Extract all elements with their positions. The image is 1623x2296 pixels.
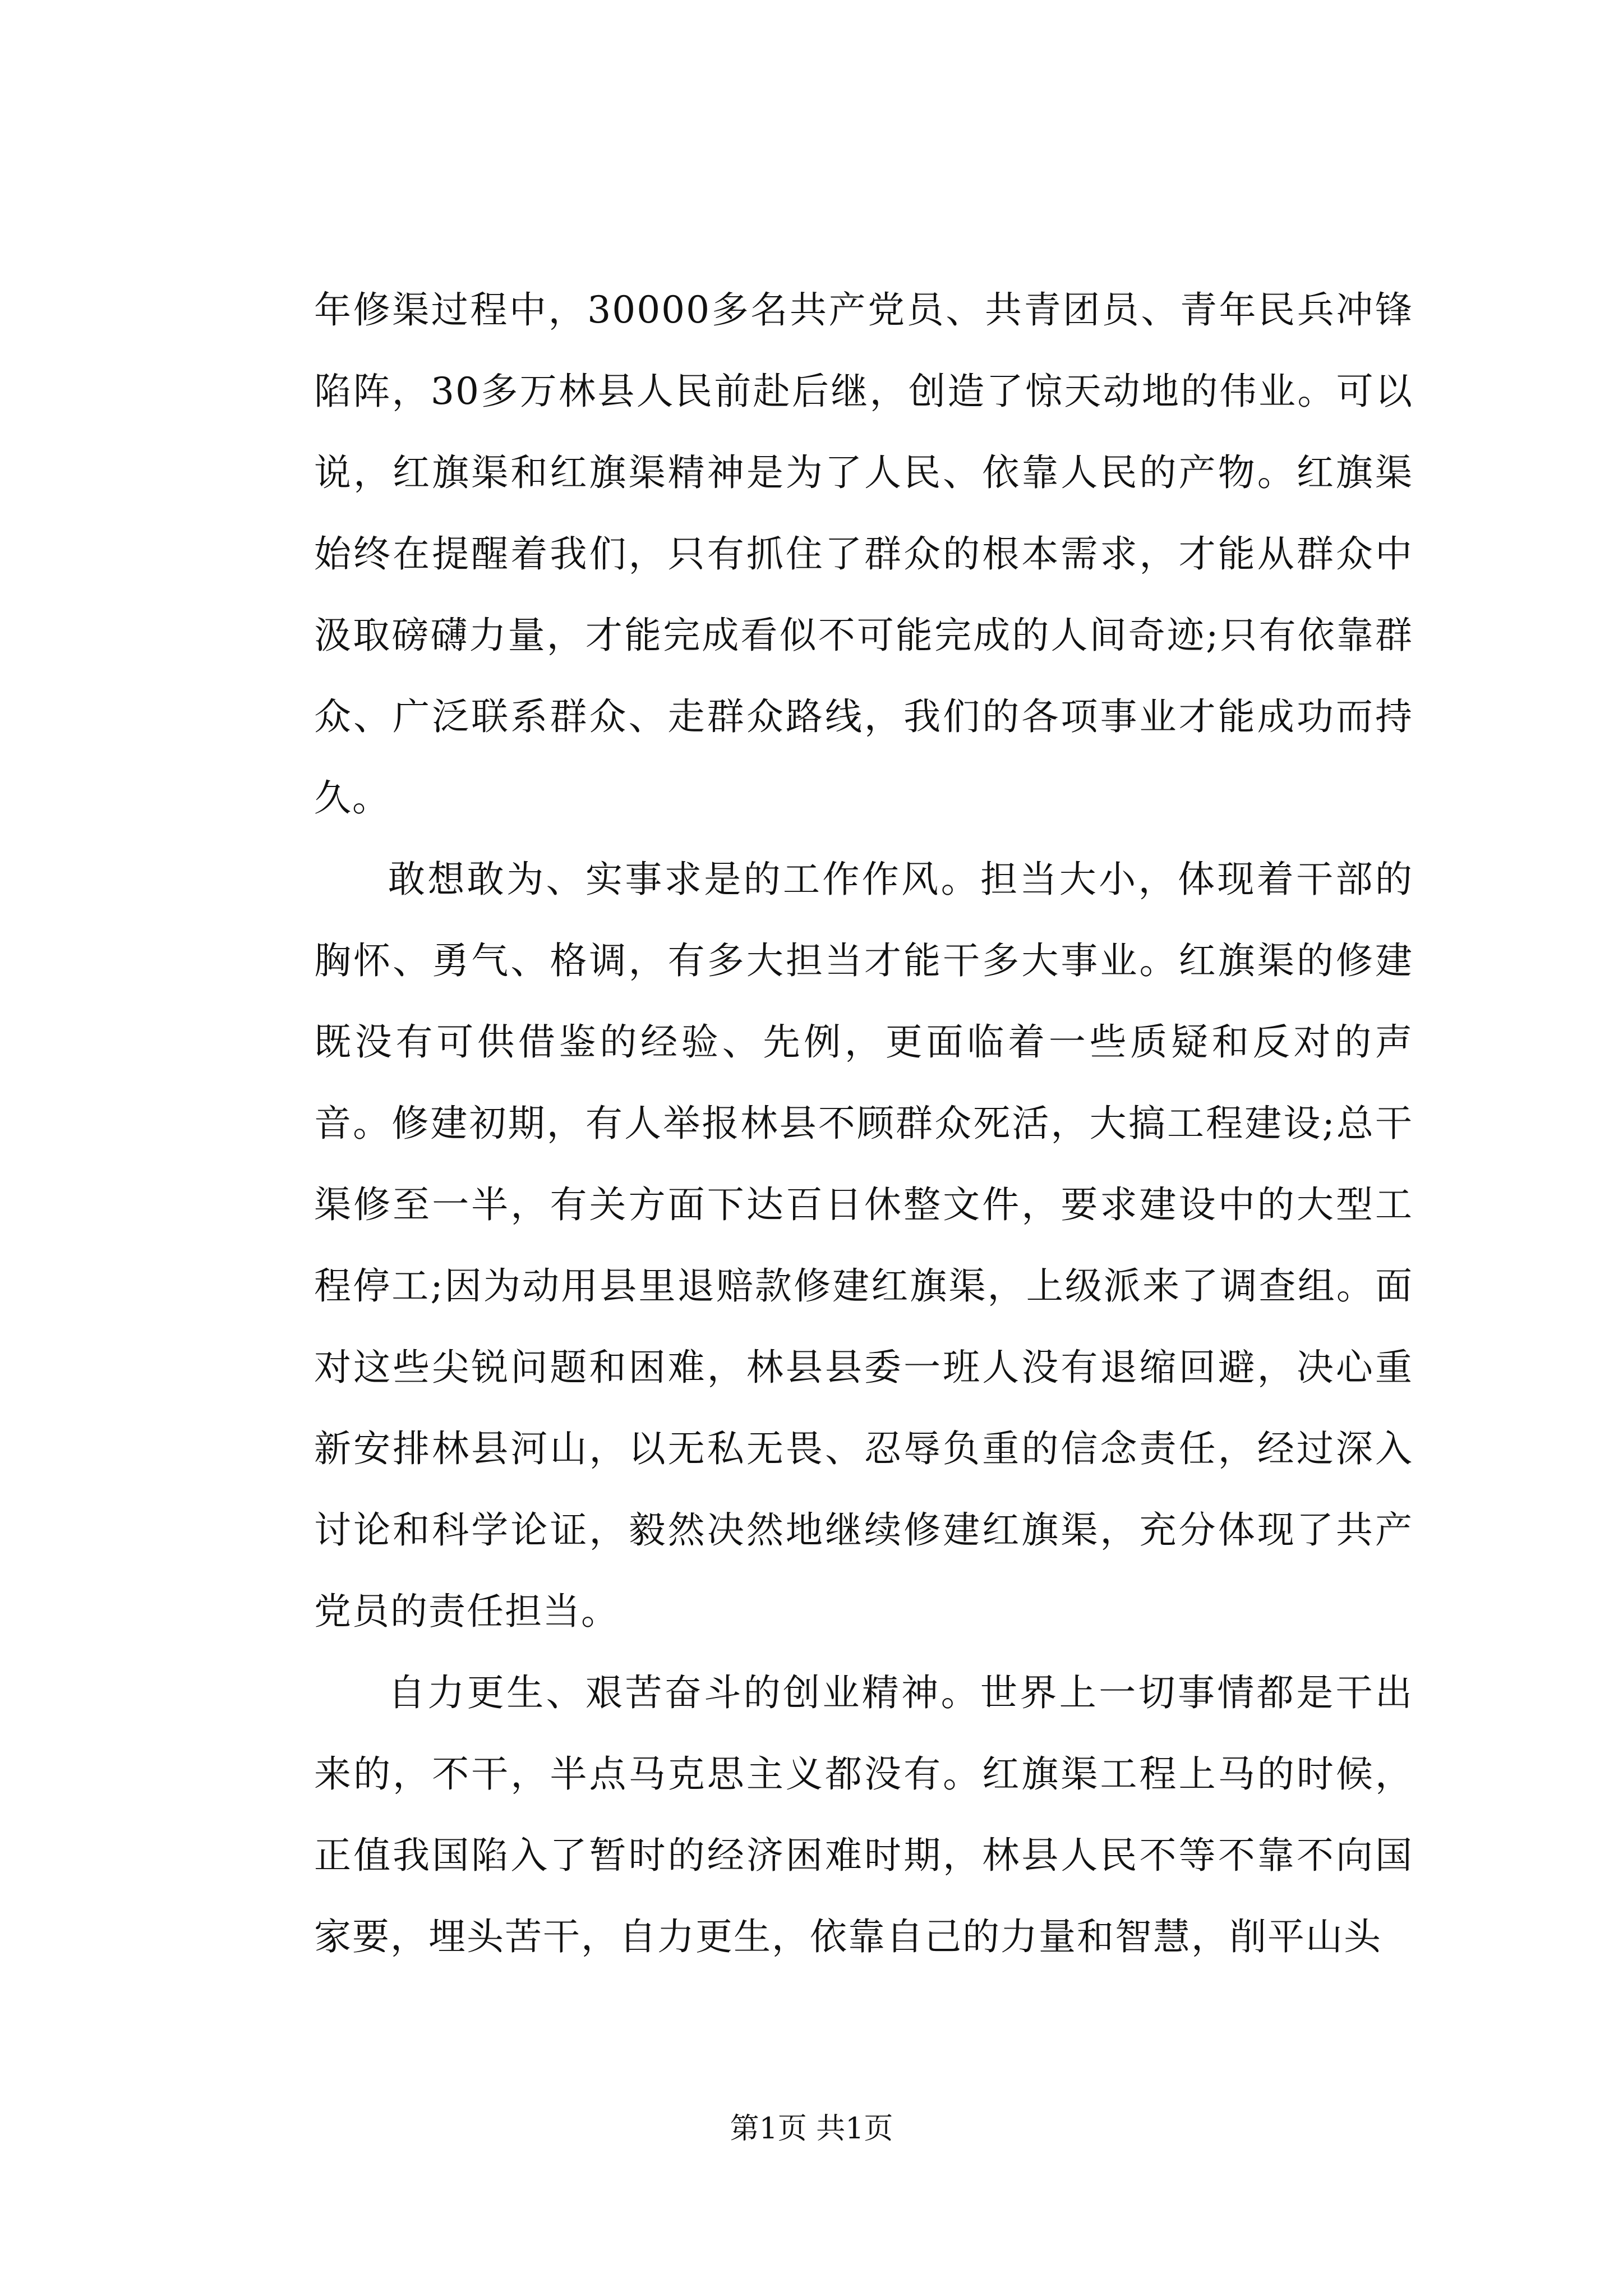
paragraph-1: 年修渠过程中，30000多名共产党员、共青团员、青年民兵冲锋陷阵，30多万林县人民前赴后继，创造了惊天动地的伟业。可以说，红旗渠和红旗渠精神是为了人民、依靠人民的产物。红旗渠始终在提醒着我们，只有抓住了群众的根本需求，才能从群众中汲取磅礴力量，才能完成看似不可能完成的人间奇迹;只有依靠群众、广泛联系群众、走群众路线，我们的各项事业才能成功而持久。	[314, 288, 1413, 820]
page-number-label: 第1页 共1页	[730, 2112, 893, 2146]
paragraph-3: 自力更生、艰苦奋斗的创业精神。世界上一切事情都是干出来的，不干，半点马克思主义都没有。红旗渠工程上马的时候，正值我国陷入了暂时的经济困难时期，林县人民不等不靠不向国家要，埋头苦干，自力更生，依靠自己的力量和智慧，削平山头	[314, 1671, 1413, 1958]
paragraph-2: 敢想敢为、实事求是的工作作风。担当大小，体现着干部的胸怀、勇气、格调，有多大担当才能干多大事业。红旗渠的修建既没有可供借鉴的经验、先例，更面临着一些质疑和反对的声音。修建初期，有人举报林县不顾群众死活，大搞工程建设;总干渠修至一半，有关方面下达百日休整文件，要求建设中的大型工程停工;因为动用县里退赔款修建红旗渠，上级派来了调查组。面对这些尖锐问题和困难，林县县委一班人没有退缩回避，决心重新安排林县河山，以无私无畏、忍辱负重的信念责任，经过深入讨论和科学论证，毅然决然地继续修建红旗渠，充分体现了共产党员的责任担当。	[314, 858, 1413, 1633]
document-body	[314, 269, 1413, 1977]
page-footer	[0, 2109, 1623, 2148]
